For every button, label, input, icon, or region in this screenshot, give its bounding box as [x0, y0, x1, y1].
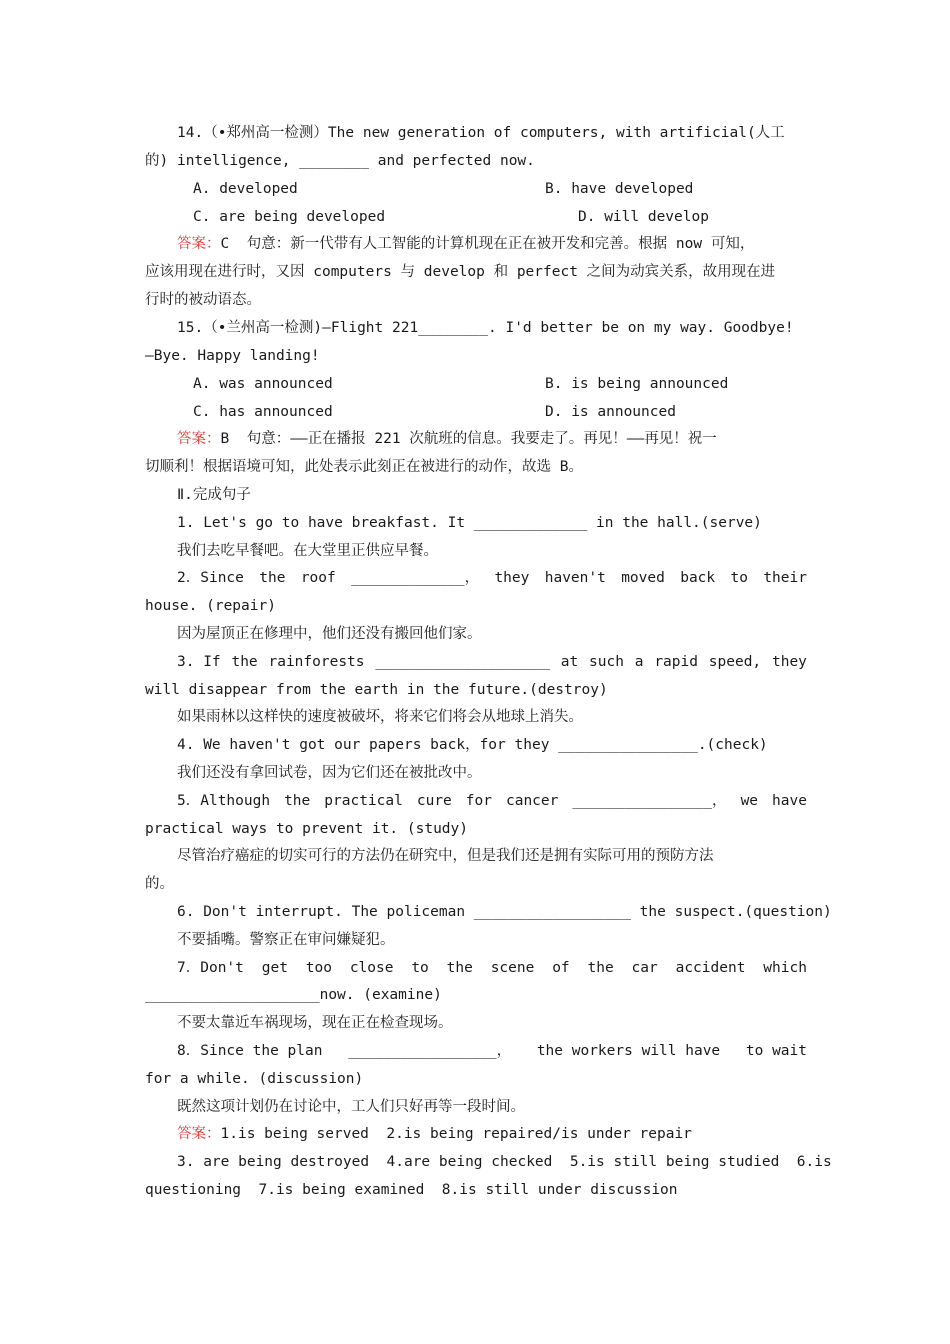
q14-stem-line2: 的) intelligence, ________ and perfected now. — [145, 153, 535, 169]
blank: _____________， — [351, 570, 480, 586]
word: moved — [621, 570, 665, 586]
sentence-5-english-line2: practical ways to prevent it. (study) — [145, 821, 469, 837]
word: the — [259, 570, 286, 586]
q14-answer-line3: 行时的被动语态。 — [145, 292, 261, 308]
sentence-3-english-line2: will disappear from the earth in the future.(destroy) — [145, 682, 608, 698]
sentence-5-chinese-line2: 的。 — [145, 876, 174, 892]
q14-option-d: D. will develop — [578, 209, 709, 225]
q14-answer-line1 — [177, 234, 754, 254]
word: 2．Since — [177, 570, 244, 586]
section-heading: Ⅱ.完成句子 — [177, 487, 251, 503]
word: get — [261, 960, 288, 976]
q15-answer-line1 — [177, 429, 717, 449]
section2-answer-text: 1.is being served 2.is being repaired/is under repair — [220, 1126, 692, 1142]
q15-option-d: D. is announced — [545, 404, 676, 420]
word: 3. If — [177, 654, 221, 670]
sentence-6-chinese: 不要插嘴。警察正在审问嫌疑犯。 — [177, 932, 395, 948]
q15-answer-text: B 句意：——正在播报 221 次航班的信息。我要走了。再见！——再见！祝一 — [220, 431, 717, 447]
sentence-8-english-line2: for a while. (discussion) — [145, 1071, 364, 1087]
sentence-1-english: 1. Let's go to have breakfast. It _____________ in the hall.(serve) — [177, 515, 762, 531]
word: roof — [300, 570, 336, 586]
sentence-3-english-line1 — [177, 652, 807, 672]
sentence-1-chinese: 我们去吃早餐吧。在大堂里正供应早餐。 — [177, 543, 438, 559]
q15-answer-line2: 切顺利！根据语境可知，此处表示此刻正在被进行的动作，故选 B。 — [145, 459, 583, 475]
q14-option-a: A. developed — [193, 181, 298, 197]
sentence-8-english-line1 — [177, 1041, 807, 1061]
word: scene — [490, 960, 535, 976]
sentence-4-english: 4. We haven't got our papers back，for they ________________.(check) — [177, 737, 768, 753]
word: 5．Although — [177, 793, 271, 809]
q15-stem-line2: —Bye. Happy landing! — [145, 348, 320, 364]
blank: ________________， — [572, 793, 727, 809]
word: to — [411, 960, 429, 976]
word: 7．Don't — [177, 960, 244, 976]
q15-option-b: B. is being announced — [545, 376, 729, 392]
word: they — [771, 654, 807, 670]
section2-answer-line2: 3. are being destroyed 4.are being checked 5.is still being studied 6.is — [177, 1154, 832, 1170]
q14-answer-line2: 应该用现在进行时，又因 computers 与 develop 和 perfect 之间为动宾关系，故用现在进 — [145, 264, 776, 280]
word: they — [494, 570, 530, 586]
word: to wait — [745, 1043, 807, 1059]
word: accident — [675, 960, 746, 976]
word: speed, — [708, 654, 762, 670]
q15-stem-line1: 15.（•兰州高一检测)—Flight 221________. I'd better be on my way. Goodbye! — [177, 320, 794, 336]
sentence-8-chinese: 既然这项计划仍在讨论中，工人们只好再等一段时间。 — [177, 1099, 525, 1115]
sentence-7-english-line2: ____________________now. (examine) — [145, 987, 442, 1003]
word: for — [465, 793, 492, 809]
word: the — [284, 793, 311, 809]
word: practical — [324, 793, 403, 809]
word: cancer — [505, 793, 559, 809]
blank: _________________， — [348, 1043, 512, 1059]
word: haven't — [544, 570, 606, 586]
word: we — [740, 793, 759, 809]
q14-option-c: C. are being developed — [193, 209, 386, 225]
answer-label: 答案： — [177, 236, 221, 252]
word: rapid — [654, 654, 698, 670]
sentence-3-chinese: 如果雨林以这样快的速度被破坏，将来它们将会从地球上消失。 — [177, 709, 583, 725]
word: the — [446, 960, 473, 976]
word: a — [634, 654, 644, 670]
sentence-7-english-line1 — [177, 958, 807, 978]
sentence-6-english: 6. Don't interrupt. The policeman __________________ the suspect.(question) — [177, 904, 832, 920]
word: to — [730, 570, 748, 586]
word: cure — [416, 793, 452, 809]
word: back — [680, 570, 716, 586]
sentence-7-chinese: 不要太靠近车祸现场，现在正在检查现场。 — [177, 1015, 453, 1031]
section2-answer-line1 — [177, 1124, 692, 1144]
word: car — [631, 960, 658, 976]
sentence-2-english-line1 — [177, 568, 807, 588]
word: the workers will have — [536, 1043, 721, 1059]
word: their — [763, 570, 807, 586]
answer-label: 答案： — [177, 431, 221, 447]
word: have — [772, 793, 807, 809]
q14-option-b: B. have developed — [545, 181, 694, 197]
sentence-2-chinese: 因为屋顶正在修理中，他们还没有搬回他们家。 — [177, 626, 482, 642]
answer-label: 答案： — [177, 1126, 221, 1142]
sentence-5-english-line1 — [177, 791, 807, 811]
word: close — [349, 960, 394, 976]
q14-answer-text: C 句意：新一代带有人工智能的计算机现在正在被开发和完善。根据 now 可知， — [220, 236, 755, 252]
word: at — [560, 654, 579, 670]
word: of — [552, 960, 570, 976]
word: which — [763, 960, 807, 976]
blank: ____________________ — [375, 654, 550, 670]
word: 8．Since the plan — [177, 1043, 323, 1059]
word: too — [305, 960, 332, 976]
q15-option-a: A. was announced — [193, 376, 333, 392]
word: the — [587, 960, 614, 976]
word: rainforests — [268, 654, 365, 670]
sentence-4-chinese: 我们还没有拿回试卷，因为它们还在被批改中。 — [177, 765, 482, 781]
sentence-2-english-line2: house. (repair) — [145, 598, 276, 614]
q14-stem-line1: 14.（•郑州高一检测）The new generation of computers, with artificial(人工 — [177, 125, 785, 141]
word: such — [589, 654, 624, 670]
section2-answer-line3: questioning 7.is being examined 8.is still under discussion — [145, 1182, 678, 1198]
q15-option-c: C. has announced — [193, 404, 333, 420]
word: the — [231, 654, 258, 670]
sentence-5-chinese-line1: 尽管治疗癌症的切实可行的方法仍在研究中，但是我们还是拥有实际可用的预防方法 — [177, 848, 714, 864]
